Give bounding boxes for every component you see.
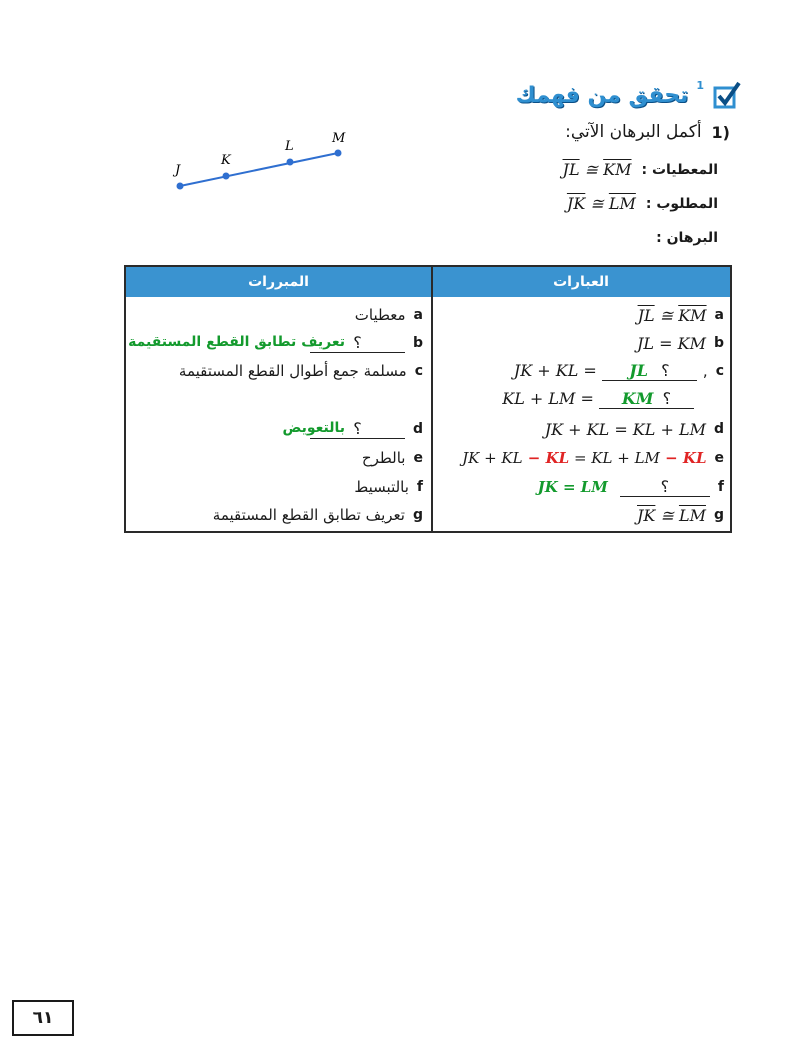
statement-tag: c (715, 363, 724, 379)
minus-kl-2: − KL (659, 449, 707, 467)
reason-d (282, 415, 423, 443)
reason-tag: g (412, 507, 423, 523)
prove-statement: $\overline{JK}$ ≅ $\overline{LM}$ (566, 194, 636, 213)
prove-line (567, 194, 718, 213)
reason-tag: a (413, 307, 423, 323)
reason-a-text: معطيات (354, 306, 406, 324)
statement-tag: f (717, 479, 724, 495)
statement-tag: g (713, 507, 724, 523)
question-mark: ؟ (353, 333, 362, 352)
statement-d (545, 415, 724, 443)
statement-g-math: $\overline{JK}$ ≅ $\overline{LM}$ (637, 505, 706, 525)
reason-f (354, 473, 423, 501)
label-l: L (285, 139, 294, 154)
statement-f (538, 473, 724, 501)
reason-tag: f (416, 479, 423, 495)
question-text: أكمل البرهان الآتي: (565, 122, 702, 142)
heading-title: تحقق من فهمك (515, 82, 689, 108)
question-mark: ؟ (662, 389, 672, 408)
statement-tag: a (714, 307, 724, 323)
answer-reason-d: بالتعويض (282, 420, 345, 436)
label-k: K (221, 153, 231, 168)
point-l (287, 159, 294, 166)
minus-kl-1: − KL (522, 449, 570, 467)
statement-d-math: JK + KL = KL + LM (544, 419, 706, 439)
statement-tag: e (714, 450, 724, 466)
statement-c2-math (502, 389, 694, 409)
point-k (223, 173, 230, 180)
proof-table (124, 265, 732, 533)
question-line (565, 122, 730, 142)
statement-c1-lhs: JK + KL = (513, 361, 597, 380)
point-j (177, 183, 184, 190)
reason-e (362, 444, 423, 472)
statement-e-math (462, 449, 706, 467)
reason-tag: e (413, 450, 423, 466)
answer-blank-c2[interactable] (599, 389, 694, 409)
statement-e (462, 444, 724, 472)
answer-c2: KM (621, 389, 654, 408)
reason-b (128, 329, 423, 357)
statement-c1-math (514, 361, 697, 381)
proof-label: البرهان : (656, 230, 718, 246)
statement-c2 (502, 385, 694, 413)
prove-label: المطلوب : (645, 195, 718, 212)
reason-tag: c (414, 363, 423, 379)
reason-a (355, 301, 423, 329)
statement-c1: c , JK + KL = JL ؟ (513, 361, 724, 380)
header-reasons: المبررات (248, 274, 309, 290)
question-mark: ؟ (353, 419, 362, 438)
statement-tag: d (713, 421, 724, 437)
statement-tag: b (713, 335, 724, 351)
answer-c1: JL (629, 361, 649, 380)
answer-reason-b: تعريف تطابق القطع المستقيمة (128, 334, 345, 350)
point-m (335, 150, 342, 157)
statement-a-math: $\overline{JL}$ ≅ $\overline{KM}$ (637, 305, 707, 325)
question-number: 1) (711, 122, 730, 142)
given-statement: $\overline{JL}$ ≅ $\overline{KM}$ (562, 160, 632, 179)
section-heading (516, 78, 742, 112)
given-line (563, 160, 718, 179)
statement-g (637, 501, 724, 529)
statement-e-part2: = KL + LM (569, 449, 660, 467)
reason-f-text: بالتبسيط (354, 478, 409, 496)
reason-c-text: مسلمة جمع أطوال القطع المستقيمة (178, 362, 407, 380)
given-label: المعطيات : (641, 161, 718, 178)
reason-tag: d (412, 421, 423, 437)
reason-g-text: تعريف تطابق القطع المستقيمة (212, 506, 405, 524)
segment-diagram (165, 128, 365, 198)
statement-b (637, 329, 724, 357)
reason-c (179, 357, 423, 385)
heading-number: 1 (696, 78, 704, 92)
header-statements: العبارات (553, 274, 609, 290)
statement-b-math: JL = KM (637, 333, 706, 353)
page-number: ٦١ (12, 1000, 74, 1036)
label-m: M (332, 131, 346, 146)
answer-f: JK = LM (537, 478, 608, 496)
answer-blank-c1[interactable] (602, 361, 697, 381)
statement-a (638, 301, 724, 329)
checkmark-icon (712, 80, 742, 110)
answer-blank-f[interactable] (620, 477, 710, 497)
label-j: J (175, 163, 181, 178)
question-mark: ؟ (661, 361, 670, 380)
reason-tag: b (412, 335, 423, 351)
reason-g (213, 501, 423, 529)
reason-e-text: بالطرح (361, 449, 406, 467)
statement-c2-lhs: KL + LM = (502, 389, 594, 408)
proof-label-line (656, 230, 718, 246)
table-header (126, 267, 730, 297)
statement-e-part1: JK + KL (462, 449, 523, 467)
column-divider (431, 267, 433, 531)
question-mark: ؟ (660, 477, 670, 496)
segment-line (180, 153, 338, 186)
